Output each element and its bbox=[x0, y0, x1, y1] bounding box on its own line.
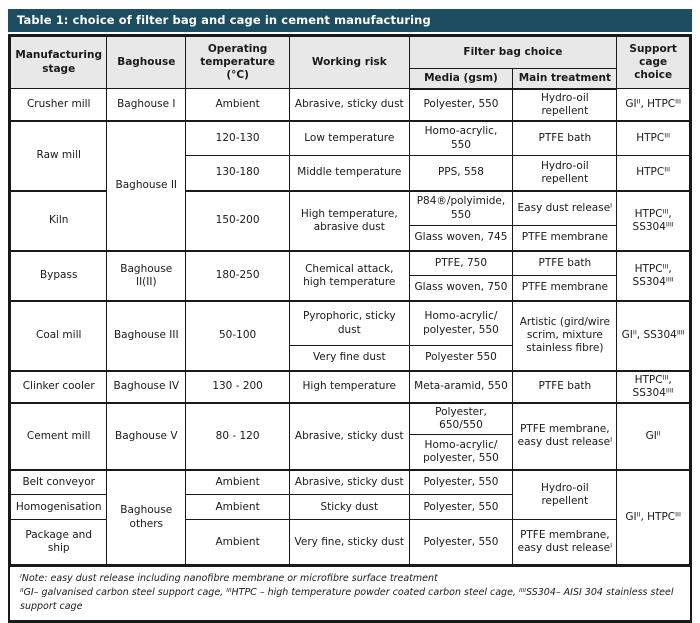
cell-temp: 130 - 200 bbox=[186, 371, 290, 403]
row-crusher-mill bbox=[11, 89, 690, 121]
col-header-filter-bag-choice: Filter bag choice bbox=[409, 37, 617, 69]
cell-treatment: Hydro-oil repellent bbox=[513, 156, 617, 191]
cell-treatment: PTFE membrane bbox=[513, 276, 617, 301]
cell-risk: Very fine dust bbox=[290, 346, 410, 371]
cell-media: Glass woven, 750 bbox=[409, 276, 513, 301]
row-raw-mill-low bbox=[11, 121, 690, 156]
table-title-bar bbox=[8, 9, 692, 32]
cell-stage: Homogenisation bbox=[11, 495, 107, 520]
filter-bag-cage-table bbox=[10, 36, 690, 565]
col-header-media-gsm: Media (gsm) bbox=[409, 69, 513, 89]
cell-risk: Abrasive, sticky dust bbox=[290, 403, 410, 470]
cell-risk: Pyrophoric, sticky dust bbox=[290, 301, 410, 346]
cell-baghouse: Baghouse III bbox=[107, 301, 186, 371]
cell-temp: 120-130 bbox=[186, 121, 290, 156]
cell-media: Glass woven, 745 bbox=[409, 226, 513, 251]
cell-treatment: PTFE bath bbox=[513, 371, 617, 403]
cell-temp: Ambient bbox=[186, 495, 290, 520]
cell-cage: GIᴵᴵ bbox=[617, 403, 690, 470]
cell-stage: Belt conveyor bbox=[11, 470, 107, 495]
cell-cage: HTPCᴵᴵᴵ bbox=[617, 121, 690, 156]
cell-risk: High temperature bbox=[290, 371, 410, 403]
cell-risk: Very fine, sticky dust bbox=[290, 520, 410, 565]
cell-cage: HTPCᴵᴵᴵ, SS304ᴵᴵᴵᴵ bbox=[617, 251, 690, 301]
col-header-operating-temperature: Operating temperature (°C) bbox=[186, 37, 290, 89]
cell-cage: GIᴵᴵ, SS304ᴵᴵᴵᴵ bbox=[617, 301, 690, 371]
table-title: Table 1: choice of filter bag and cage in cement manufacturing bbox=[17, 13, 431, 27]
cell-temp: 50-100 bbox=[186, 301, 290, 371]
row-cement-mill-a bbox=[11, 403, 690, 435]
row-bypass-a bbox=[11, 251, 690, 276]
cell-cage: GIᴵᴵ, HTPCᴵᴵᴵ bbox=[617, 89, 690, 121]
cell-baghouse: Baghouse I bbox=[107, 89, 186, 121]
table-body bbox=[11, 89, 690, 565]
cell-temp: Ambient bbox=[186, 470, 290, 495]
cell-risk: Middle temperature bbox=[290, 156, 410, 191]
header-row-main bbox=[11, 37, 690, 69]
table-header bbox=[11, 37, 690, 89]
cell-media: Polyester 550 bbox=[409, 346, 513, 371]
cell-baghouse: Baghouse II(II) bbox=[107, 251, 186, 301]
cell-media: Polyester, 550 bbox=[409, 520, 513, 565]
cell-media: Homo-acrylic, 550 bbox=[409, 121, 513, 156]
col-header-working-risk: Working risk bbox=[290, 37, 410, 89]
cell-temp: Ambient bbox=[186, 89, 290, 121]
cell-temp: Ambient bbox=[186, 520, 290, 565]
cell-baghouse: Baghouse II bbox=[107, 121, 186, 251]
col-header-support-cage-choice: Support cage choice bbox=[617, 37, 690, 89]
cell-treatment: PTFE membrane bbox=[513, 226, 617, 251]
cell-temp: 180-250 bbox=[186, 251, 290, 301]
cell-cage: HTPCᴵᴵᴵ, SS304ᴵᴵᴵᴵ bbox=[617, 191, 690, 251]
cell-treatment: PTFE membrane, easy dust releaseᴵ bbox=[513, 520, 617, 565]
cell-stage: Kiln bbox=[11, 191, 107, 251]
cell-stage: Cement mill bbox=[11, 403, 107, 470]
col-header-manufacturing-stage: Manufacturing stage bbox=[11, 37, 107, 89]
cell-baghouse: Baghouse IV bbox=[107, 371, 186, 403]
cell-stage: Coal mill bbox=[11, 301, 107, 371]
cell-risk: High temperature, abrasive dust bbox=[290, 191, 410, 251]
cell-media: Polyester, 550 bbox=[409, 470, 513, 495]
cell-temp: 150-200 bbox=[186, 191, 290, 251]
cell-cage: HTPCᴵᴵᴵ, SS304ᴵᴵᴵᴵ bbox=[617, 371, 690, 403]
row-belt-conveyor bbox=[11, 470, 690, 495]
cell-media: Polyester, 550 bbox=[409, 89, 513, 121]
cell-treatment: PTFE bath bbox=[513, 251, 617, 276]
cell-baghouse: Baghouse others bbox=[107, 470, 186, 565]
cell-risk: Sticky dust bbox=[290, 495, 410, 520]
cell-baghouse: Baghouse V bbox=[107, 403, 186, 470]
cell-media: Homo-acrylic/​polyester, 550 bbox=[409, 435, 513, 470]
cell-temp: 80 - 120 bbox=[186, 403, 290, 470]
row-coal-mill-a bbox=[11, 301, 690, 346]
cell-stage: Clinker cooler bbox=[11, 371, 107, 403]
col-header-baghouse: Baghouse bbox=[107, 37, 186, 89]
cell-media: Homo-acrylic/​polyester, 550 bbox=[409, 301, 513, 346]
cell-treatment: PTFE membrane, easy dust releaseᴵ bbox=[513, 403, 617, 470]
col-header-main-treatment: Main treatment bbox=[513, 69, 617, 89]
cell-media: P84®/​polyimide, 550 bbox=[409, 191, 513, 226]
row-clinker-cooler bbox=[11, 371, 690, 403]
cell-treatment: PTFE bath bbox=[513, 121, 617, 156]
cell-treatment: Easy dust releaseᴵ bbox=[513, 191, 617, 226]
cell-cage: HTPCᴵᴵᴵ bbox=[617, 156, 690, 191]
cell-risk: Low temperature bbox=[290, 121, 410, 156]
cell-media: Polyester, 550 bbox=[409, 495, 513, 520]
cell-media: PTFE, 750 bbox=[409, 251, 513, 276]
cell-stage: Crusher mill bbox=[11, 89, 107, 121]
footnote-cage-abbreviations: ᴵᴵGI– galvanised carbon steel support cage, ᴵᴵᴵHTPC – high temperature powder coated carbon steel cage, ᴵᴵᴵᴵSS304– AISI 304 stainless steel support cage bbox=[20, 587, 674, 612]
cell-risk: Abrasive, sticky dust bbox=[290, 89, 410, 121]
cell-cage: GIᴵᴵ, HTPCᴵᴵᴵ bbox=[617, 470, 690, 565]
cell-treatment: Artistic (gird/wire scrim, mixture stainless fibre) bbox=[513, 301, 617, 371]
cell-treatment: Hydro-oil repellent bbox=[513, 89, 617, 121]
cell-media: PPS, 558 bbox=[409, 156, 513, 191]
cell-stage: Bypass bbox=[11, 251, 107, 301]
footnotes bbox=[10, 565, 690, 619]
footnote-easy-dust-release: ᴵNote: easy dust release including nanofibre membrane or microfibre surface treatment bbox=[20, 573, 438, 585]
table-frame bbox=[8, 34, 692, 623]
cell-media: Meta-aramid, 550 bbox=[409, 371, 513, 403]
cell-stage: Raw mill bbox=[11, 121, 107, 191]
cell-temp: 130-180 bbox=[186, 156, 290, 191]
cell-treatment: Hydro-oil repellent bbox=[513, 470, 617, 520]
cell-media: Polyester, 650/550 bbox=[409, 403, 513, 435]
cell-risk: Chemical attack, high temperature bbox=[290, 251, 410, 301]
cell-stage: Package and ship bbox=[11, 520, 107, 565]
cell-risk: Abrasive, sticky dust bbox=[290, 470, 410, 495]
